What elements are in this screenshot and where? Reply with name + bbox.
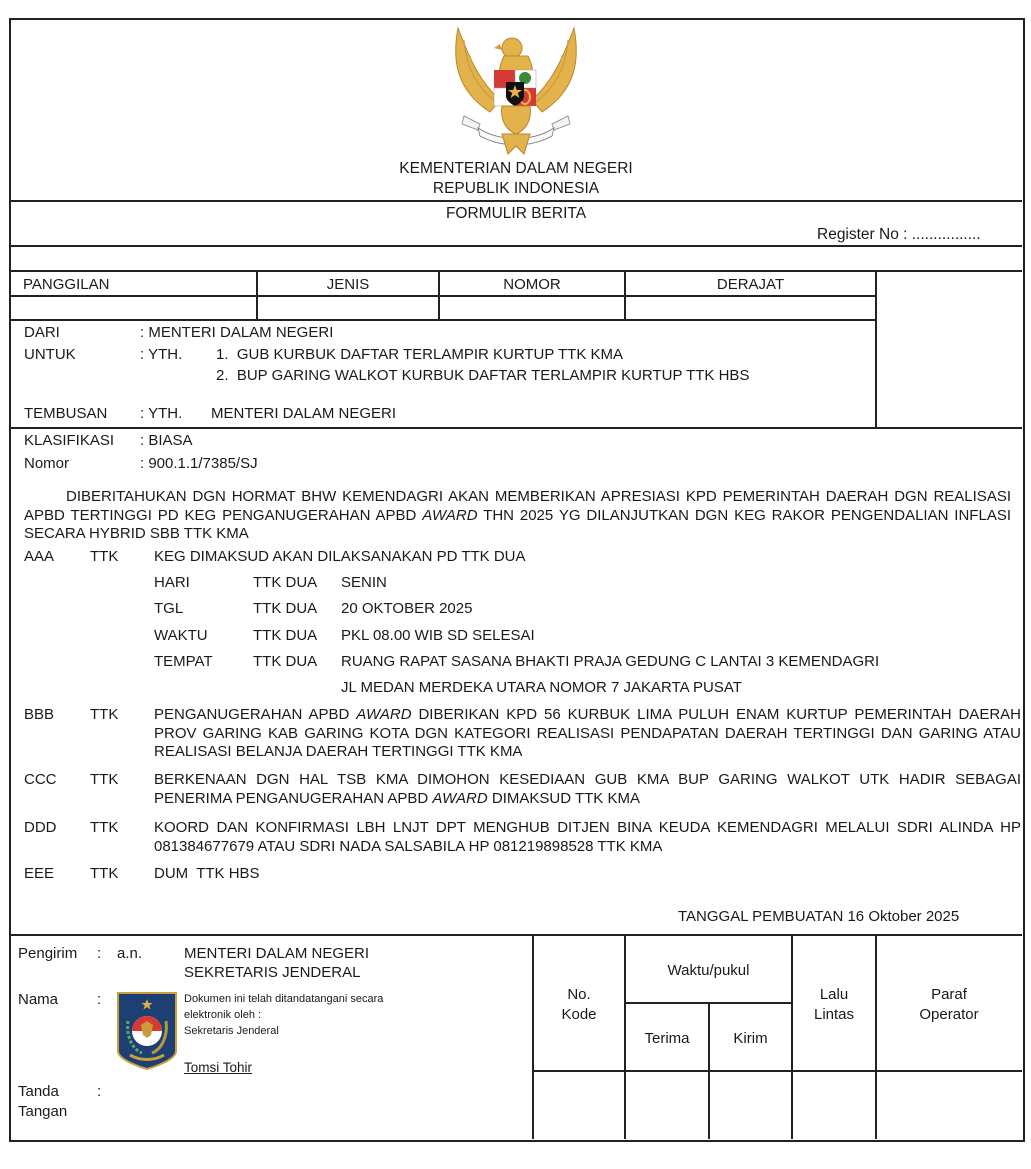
waktu-header: Waktu/pukul	[667, 962, 750, 979]
tembusan-label: TEMBUSAN	[24, 405, 108, 422]
garuda-emblem-icon	[450, 20, 582, 158]
detail-sep: TTK DUA	[253, 627, 318, 644]
divider	[625, 1002, 792, 1004]
terima-header: Terima	[644, 1030, 690, 1047]
lalu-lintas-header: Lalu	[819, 986, 849, 1003]
klasifikasi-value: : BIASA	[140, 432, 193, 449]
detail-sep: TTK DUA	[253, 574, 318, 591]
paraf-operator-header: Paraf	[931, 986, 967, 1003]
intro-text: THN 2025 YG DILANJUTKAN DGN KEG RAKOR PENGENDALIAN INFLASI SECARA HYBRID SBB TTK KMA	[24, 506, 1011, 542]
award-text: AWARD	[432, 789, 488, 807]
divider	[532, 935, 534, 1139]
item-code: DDD	[24, 819, 57, 836]
kemendagri-seal-icon	[116, 991, 178, 1071]
tembusan-prefix: : YTH.	[140, 405, 183, 422]
award-text: AWARD	[356, 706, 412, 723]
detail-value: SENIN	[341, 574, 387, 591]
divider	[10, 245, 1022, 247]
detail-label: HARI	[154, 574, 190, 591]
item-text-part: PENGANUGERAHAN APBD	[154, 706, 357, 723]
item-code: BBB	[24, 706, 55, 723]
intro-text: DIBERITAHUKAN DGN HORMAT BHW KEMENDAGRI AKAN MEMBERIKAN APRESIASI KPD PEMERINTAH DAERAH DGN REALISASI APBD TERTINGGI PD KEG PENGANUGERAHAN APBD	[24, 488, 1011, 524]
signer-name: Tomsi Tohir	[184, 1060, 253, 1075]
item-text-part: DIMAKSUD TTK KMA	[487, 789, 640, 807]
untuk-label: UNTUK	[24, 346, 76, 363]
untuk-item: 2. BUP GARING WALKOT KURBUK DAFTAR TERLAMPIR KURTUP TTK HBS	[216, 367, 750, 384]
item-text: DUM TTK HBS	[154, 865, 260, 882]
klasifikasi-label: KLASIFIKASI	[24, 432, 115, 449]
colon: :	[97, 1083, 102, 1100]
country-name: REPUBLIK INDONESIA	[432, 180, 600, 197]
item-ttk: TTK	[90, 771, 119, 788]
header-jenis: JENIS	[326, 276, 370, 293]
form-title: FORMULIR BERITA	[445, 205, 587, 222]
item-text	[154, 706, 1021, 762]
esign-line-3: Sekretaris Jenderal	[184, 1025, 279, 1037]
divider	[10, 427, 1022, 429]
detail-sep: TTK DUA	[253, 653, 318, 670]
item-text: KEG DIMAKSUD AKAN DILAKSANAKAN PD TTK DUA	[154, 548, 526, 565]
header-nomor: NOMOR	[503, 276, 561, 293]
item-code: AAA	[24, 548, 55, 565]
award-text: AWARD	[422, 506, 478, 524]
paraf-operator-header: Operator	[919, 1006, 979, 1023]
item-text	[154, 771, 1021, 808]
kirim-header: Kirim	[733, 1030, 768, 1047]
divider	[10, 295, 876, 297]
header-derajat: DERAJAT	[716, 276, 785, 293]
an-label: a.n.	[117, 945, 143, 962]
ministry-name: KEMENTERIAN DALAM NEGERI	[399, 160, 633, 177]
nomor-label: Nomor	[24, 455, 70, 472]
esign-line-2: elektronik oleh :	[184, 1009, 262, 1021]
detail-label: WAKTU	[154, 627, 208, 644]
dari-value: : MENTERI DALAM NEGERI	[140, 324, 334, 341]
item-code: EEE	[24, 865, 55, 882]
divider	[10, 200, 1022, 202]
untuk-item: 1. GUB KURBUK DAFTAR TERLAMPIR KURTUP TTK KMA	[216, 346, 624, 363]
sender-line-2: SEKRETARIS JENDERAL	[184, 964, 361, 981]
nomor-value: : 900.1.1/7385/SJ	[140, 455, 258, 472]
date-created: TANGGAL PEMBUATAN 16 Oktober 2025	[678, 908, 960, 925]
lalu-lintas-header: Lintas	[813, 1006, 855, 1023]
detail-sep: TTK DUA	[253, 600, 318, 617]
detail-value: 20 OKTOBER 2025	[341, 600, 473, 617]
address-line: JL MEDAN MERDEKA UTARA NOMOR 7 JAKARTA PUSAT	[341, 679, 742, 696]
untuk-prefix: : YTH.	[140, 346, 183, 363]
detail-label: TGL	[154, 600, 184, 617]
detail-value: RUANG RAPAT SASANA BHAKTI PRAJA GEDUNG C LANTAI 3 KEMENDAGRI	[341, 653, 880, 670]
detail-label: TEMPAT	[154, 653, 213, 670]
divider	[875, 935, 877, 1139]
header-panggilan: PANGGILAN	[23, 276, 110, 293]
item-ttk: TTK	[90, 865, 119, 882]
colon: :	[97, 945, 102, 962]
tanda-label: Tanda	[18, 1083, 59, 1100]
tembusan-value: MENTERI DALAM NEGERI	[211, 405, 397, 422]
divider	[791, 935, 793, 1139]
detail-value: PKL 08.00 WIB SD SELESAI	[341, 627, 535, 644]
item-text-part: DIBERIKAN KPD 56 KURBUK LIMA PULUH ENAM KURTUP PEMERINTAH DAERAH PROV GARING KAB GARING KOTA DGN KATEGORI REALISASI PENDAPATAN DAERAH TERTINGGI DAN GARING ATAU REALISASI BELANJA DAERAH TERTINGGI TTK KMA	[154, 706, 1021, 760]
divider	[10, 270, 1022, 272]
colon: :	[97, 991, 102, 1008]
no-kode-header: No.	[567, 986, 591, 1003]
pengirim-label: Pengirim	[18, 945, 78, 962]
item-ttk: TTK	[90, 819, 119, 836]
item-code: CCC	[24, 771, 57, 788]
sender-line-1: MENTERI DALAM NEGERI	[184, 945, 370, 962]
item-ttk: TTK	[90, 548, 119, 565]
item-ttk: TTK	[90, 706, 119, 723]
dari-label: DARI	[24, 324, 60, 341]
nama-label: Nama	[18, 991, 59, 1008]
intro-paragraph	[24, 488, 1011, 544]
divider	[533, 1070, 1022, 1072]
esign-line-1: Dokumen ini telah ditandatangani secara	[184, 993, 384, 1005]
divider	[10, 934, 1022, 936]
tangan-label: Tangan	[18, 1103, 68, 1120]
register-number: Register No : ................	[817, 226, 981, 243]
no-kode-header: Kode	[561, 1006, 597, 1023]
item-text: KOORD DAN KONFIRMASI LBH LNJT DPT MENGHUB DITJEN BINA KEUDA KEMENDAGRI MELALUI SDRI ALINDA HP 081384677679 ATAU SDRI NADA SALSABILA HP 081219898528 TTK KMA	[154, 819, 1021, 855]
divider	[10, 319, 876, 321]
item-text-part: BERKENAAN DGN HAL TSB KMA DIMOHON KESEDIAAN GUB KMA BUP GARING WALKOT UTK HADIR SEBAGAI PENERIMA PENGANUGERAHAN APBD	[154, 771, 1021, 807]
